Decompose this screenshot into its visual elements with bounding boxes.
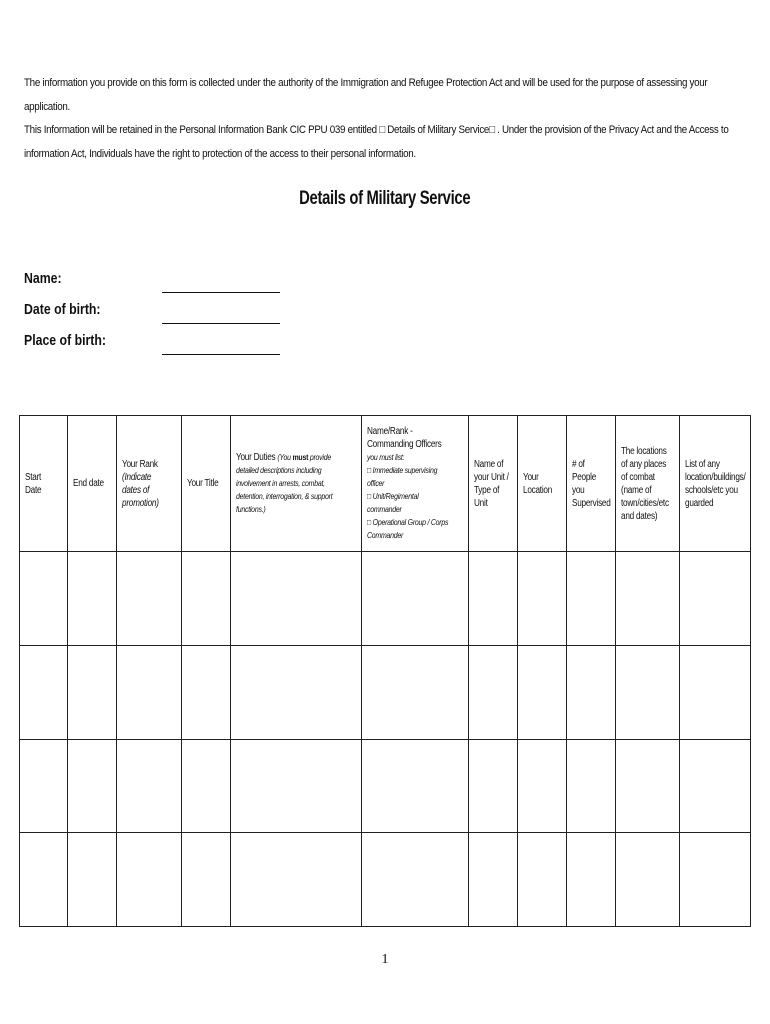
table-cell[interactable] xyxy=(680,552,751,646)
table-cell[interactable] xyxy=(680,833,751,927)
table-cell[interactable] xyxy=(469,833,518,927)
intro-privacy-notice: This Information will be retained in the Personal Information Bank CIC PPU 039 entitled □ Details of Military Service□ . Under the provision of the Privacy Act and the Access to information Act, Individuals have the right to protection of the access to their personal information. xyxy=(24,124,729,160)
table-cell[interactable] xyxy=(362,833,469,927)
page-title: Details of Military Service xyxy=(299,188,471,209)
pob-label: Place of birth: xyxy=(24,332,107,349)
table-cell[interactable] xyxy=(518,645,567,739)
intro-collection-notice: The information you provide on this form is collected under the authority of the Immigration and Refugee Protection Act and will be used for the purpose of assessing your application. xyxy=(24,77,708,113)
header-guarded-locations: List of any location/buildings/ schools/etc you guarded xyxy=(680,416,751,552)
header-location: Your Location xyxy=(518,416,567,552)
table-cell[interactable] xyxy=(469,739,518,833)
dob-label: Date of birth: xyxy=(24,301,101,318)
table-cell[interactable] xyxy=(68,739,117,833)
header-duties: Your Duties (You must provide detailed descriptions including involvement in arrests, combat, detention, interrogation, & support functions.) xyxy=(231,416,362,552)
pob-field[interactable] xyxy=(24,332,124,363)
table-cell[interactable] xyxy=(616,739,680,833)
header-supervised: # of People you Supervised xyxy=(567,416,616,552)
intro-text xyxy=(24,72,746,166)
table-cell[interactable] xyxy=(518,833,567,927)
table-cell[interactable] xyxy=(117,552,182,646)
table-cell[interactable] xyxy=(616,645,680,739)
table-cell[interactable] xyxy=(182,739,231,833)
table-cell[interactable] xyxy=(231,552,362,646)
name-blank-line[interactable] xyxy=(162,292,280,293)
header-start-date: Start Date xyxy=(20,416,68,552)
header-end-date: End date xyxy=(68,416,117,552)
name-field[interactable] xyxy=(24,270,124,301)
table-cell[interactable] xyxy=(20,833,68,927)
table-cell[interactable] xyxy=(680,645,751,739)
table-cell[interactable] xyxy=(231,739,362,833)
header-title: Your Title xyxy=(182,416,231,552)
table-cell[interactable] xyxy=(362,739,469,833)
table-row xyxy=(20,833,751,927)
table-cell[interactable] xyxy=(117,739,182,833)
table-cell[interactable] xyxy=(469,552,518,646)
table-cell[interactable] xyxy=(20,552,68,646)
table-cell[interactable] xyxy=(362,645,469,739)
personal-fields xyxy=(24,270,124,363)
table-cell[interactable] xyxy=(680,739,751,833)
table-cell[interactable] xyxy=(117,833,182,927)
header-commanding-officers: Name/Rank - Commanding Officers you must list: □ Immediate supervising officer □ Unit/Regimental commander □ Operational Group / Corps Commander xyxy=(362,416,469,552)
table-cell[interactable] xyxy=(567,552,616,646)
table-cell[interactable] xyxy=(231,833,362,927)
table-cell[interactable] xyxy=(231,645,362,739)
table-cell[interactable] xyxy=(182,552,231,646)
dob-blank-line[interactable] xyxy=(162,323,280,324)
table-row xyxy=(20,552,751,646)
military-service-table xyxy=(19,415,751,927)
name-label: Name: xyxy=(24,270,62,287)
table-cell[interactable] xyxy=(117,645,182,739)
table-cell[interactable] xyxy=(518,552,567,646)
table-cell[interactable] xyxy=(362,552,469,646)
page-number: 1 xyxy=(381,952,389,967)
table-cell[interactable] xyxy=(567,739,616,833)
table-cell[interactable] xyxy=(567,833,616,927)
table-cell[interactable] xyxy=(68,833,117,927)
table-cell[interactable] xyxy=(182,645,231,739)
dob-field[interactable] xyxy=(24,301,124,332)
header-rank: Your Rank (Indicate dates of promotion) xyxy=(117,416,182,552)
table-cell[interactable] xyxy=(616,833,680,927)
table-cell[interactable] xyxy=(469,645,518,739)
table-cell[interactable] xyxy=(616,552,680,646)
table-cell[interactable] xyxy=(20,645,68,739)
table-cell[interactable] xyxy=(182,833,231,927)
pob-blank-line[interactable] xyxy=(162,354,280,355)
table-row xyxy=(20,645,751,739)
table-cell[interactable] xyxy=(567,645,616,739)
table-cell[interactable] xyxy=(20,739,68,833)
header-combat-locations: The locations of any places of combat (name of town/cities/etc and dates) xyxy=(616,416,680,552)
table-cell[interactable] xyxy=(518,739,567,833)
table-cell[interactable] xyxy=(68,645,117,739)
header-unit: Name of your Unit / Type of Unit xyxy=(469,416,518,552)
table-header-row xyxy=(20,416,751,552)
table-row xyxy=(20,739,751,833)
table-cell[interactable] xyxy=(68,552,117,646)
